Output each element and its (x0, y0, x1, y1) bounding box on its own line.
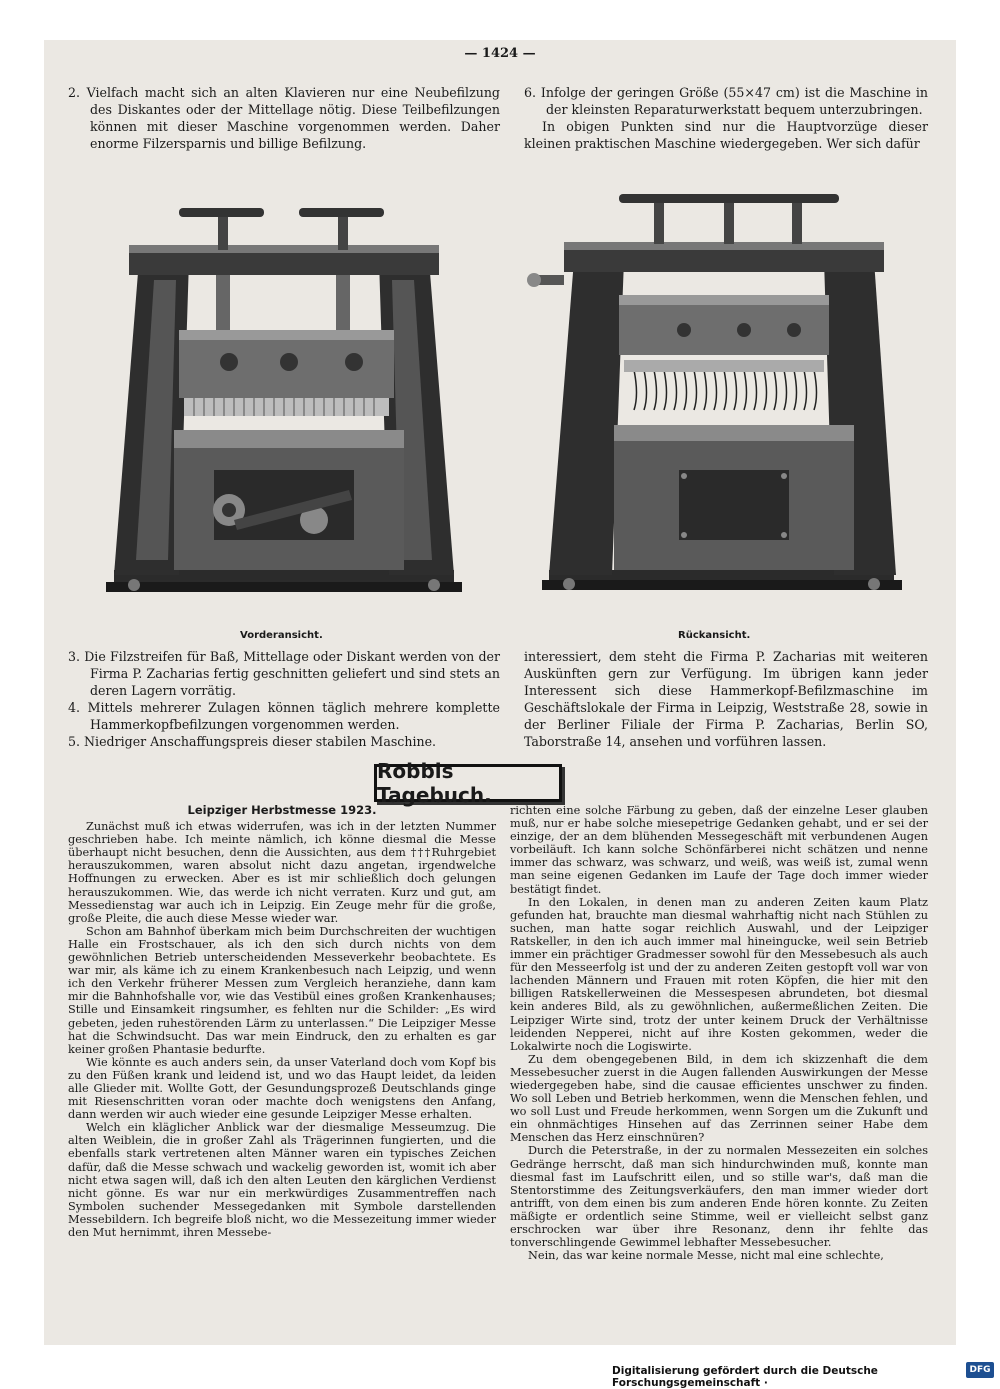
middle-left-column (68, 648, 500, 750)
article-paragraph: Schon am Bahnhof überkam mich beim Durchschreiten der wuchtigen Halle ein Frostschauer, als ich den sich durch nichts von dem gewöhnlichen Betrieb unterscheidenden Messeverkehr beobachtete. Es war mir, als käme ich zu einem Krankenbesuch nach Leipzig, und wenn ich den Verkehr früherer Messen zum Vergleich heranziehe, dann kam mir die Bahnhofshalle vor, wie das Vestibül eines großen Krankenhauses; Stille und Einsamkeit ringsumher, es fehlten nur die Schilder: „Es wird gebeten, jeden ruhestörenden Lärm zu unterlassen.“ Die Leipziger Messe hat die Schwindsucht. Das war mein Eindruck, den zu erhalten es gar keiner großen Phantasie bedurfte. (68, 924, 496, 1056)
article-paragraph: Durch die Peterstraße, in der zu normalen Messezeiten ein solches Gedränge herrscht, daß man sich hindurchwinden muß, konnte man diesmal fast im Laufschritt eilen, und so stille war's, daß man die Stentorstimme des Zeitungsverkäufers, den man immer wieder dort antrifft, von dem einen bis zum anderen Ende hören konnte. Zu Zeiten mäßigte er ordentlich seine Stimme, weil er vielleicht selbst ganz erschrocken war über ihre Resonanz, denn ihr fehlte das tonverschlingende Gewimmel lebhafter Messebesucher. (510, 1144, 928, 1250)
front-view-machine-illustration (84, 190, 484, 630)
digitization-credit: Digitalisierung gefördert durch die Deutsche Forschungsgemeinschaft · (612, 1365, 878, 1389)
article-paragraph: Wie könnte es auch anders sein, da unser Vaterland doch vom Kopf bis zu den Füßen krank und leidend ist, und wo das Haupt leidet, da leiden alle Glieder mit. Wollte Gott, der Gesundungsprozeß Deutschlands ginge mit Riesenschritten voran oder machte doch wenigstens den Anfang, dann werden wir auch wieder eine gesunde Leipziger Messe erhalten. (68, 1055, 496, 1122)
article-paragraph: Zunächst muß ich etwas widerrufen, was ich in der letzten Nummer geschrieben habe. Ich meinte nämlich, ich könne diesmal die Messe überhaupt nicht besuchen, denn die Aussichten, aus dem †††Ruhrgebiet herauszukommen, waren absolut nicht dazu angetan, irgendwelche Hoffnungen zu erwecken. Aber es ist mir schließlich doch gelungen herauszukommen. Wie, das werde ich nicht verraten. Kurz und gut, am Messedienstag war auch ich in Leipzig. Ein Zeuge mehr für die große, große Pleite, die auch diese Messe wieder war. (68, 820, 496, 925)
list-item-5: 5. Niedriger Anschaffungspreis dieser stabilen Maschine. (68, 734, 437, 749)
list-item-6: 6. Infolge der geringen Größe (55×47 cm) ist die Maschine in der kleinsten Reparaturwerkstatt bequem unterzubringen. (524, 85, 928, 117)
article-paragraph: richten eine solche Färbung zu geben, daß der einzelne Leser glauben muß, nur er habe solche miesepetrige Gedanken gehabt, und er sei der einzige, der an dem blühenden Messegeschäft mit verbundenen Augen vorbeiläuft. Ich kann solche Schönfärberei nicht schätzen und nenne immer das schwarz, was schwarz, und weiß, was weiß ist, zumal wenn man seine eigenen Gedanken im Laufe der Tage doch immer wieder bestätigt findet. (510, 804, 928, 896)
paragraph: In obigen Punkten sind nur die Hauptvorzüge dieser kleinen praktischen Maschine wiedergegeben. Wer sich dafür (524, 119, 928, 151)
dfg-logo: DFG (966, 1362, 994, 1378)
top-left-column (68, 84, 500, 152)
page-number: — 1424 — (464, 46, 536, 61)
rear-view-caption: Rückansicht. (678, 630, 751, 641)
article-paragraph: Nein, das war keine normale Messe, nicht mal eine schlechte, (528, 1249, 884, 1263)
scanned-page (44, 40, 956, 1345)
list-item-2: 2. Vielfach macht sich an alten Klavieren nur eine Neubefilzung des Diskantes oder der Mittellage nötig. Diese Teilbefilzungen können mit dieser Maschine vorgenommen werden. Daher enorme Filzersparnis und billige Befilzung. (68, 85, 500, 151)
paragraph: interessiert, dem steht die Firma P. Zacharias mit weiteren Auskünften gern zur Verfügung. Im übrigen kann jeder Interessent sich diese Hammerkopf-Befilzmaschine im Geschäftslokale der Firma in Leipzig, Weststraße 28, sowie in der Berliner Filiale der Firma P. Zacharias, Berlin SO, Taborstraße 14, ansehen und vorführen lassen. (524, 649, 928, 749)
article-title-box (374, 759, 562, 807)
top-right-column (524, 84, 928, 152)
article-paragraph: Zu dem obengegebenen Bild, in dem ich skizzenhaft die dem Messebesucher zuerst in die Augen fallenden Auswirkungen der Messe wiedergegeben habe, sind die causae efficientes unschwer zu finden. Wo soll Leben und Betrieb herkommen, wenn die Menschen fehlen, und wo soll Lust und Freude herkommen, wenn Sorgen um die Zukunft und ein ohnmächtiges Hinsehen auf das Zerrinnen seiner Habe dem Menschen das Herz einschnüren? (510, 1052, 928, 1145)
list-item-3: 3. Die Filzstreifen für Baß, Mittellage oder Diskant werden von der Firma P. Zacharias fertig geschnitten geliefert und sind stets an deren Lagern vorrätig. (68, 649, 500, 698)
article-right-column (510, 804, 928, 1262)
middle-right-column (524, 648, 928, 750)
list-item-4: 4. Mittels mehrerer Zulagen können täglich mehrere komplette Hammerkopfbefilzungen vorgenommen werden. (68, 700, 500, 732)
article-title: Robbis Tagebuch. (377, 759, 492, 807)
rear-view-machine-illustration (524, 180, 924, 630)
article-left-column (68, 804, 496, 1239)
front-view-caption: Vorderansicht. (240, 630, 323, 641)
article-paragraph: In den Lokalen, in denen man zu anderen Zeiten kaum Platz gefunden hat, brauchte man diesmal wahrhaftig nicht nach Stühlen zu suchen, man hatte sogar reichlich Auswahl, und der Leipziger Ratskeller, in den ich auch immer mal hineingucke, weil sein Betrieb immer ein prächtiger Gradmesser sowohl für den Messebesuch als auch für den Messeerfolg ist und der zu anderen Zeiten gestopft voll war von lachenden Männern und Frauen mit roten Köpfen, die hier mit den billigen Ratskellerweinen die Messespesen abrundeten, bot diesmal kein anderes Bild, als zu gewöhnlichen, außermeßlichen Zeiten. Die Leipziger Wirte sind, trotz der unter keinem Druck der Verhältnisse leidenden Nepperei, nicht auf ihre Kosten gekommen, weder die Lokalwirte noch die Logiswirte. (510, 895, 928, 1053)
article-paragraph: Welch ein kläglicher Anblick war der diesmalige Messeumzug. Die alten Weiblein, die in großer Zahl als Trägerinnen fungierten, und die ebenfalls stark vertretenen alten Männer waren ein typisches Zeichen dafür, daß die Messe schwach und wackelig geworden ist, womit ich aber nicht etwa sagen will, daß ich den alten Leuten den kärglichen Verdienst nicht gönne. Es war nur ein merkwürdiges Zusammentreffen nach Symbolen suchender Messegedanken mit Symbole darstellenden Messebildern. Ich begreife bloß nicht, wo die Messezeitung immer wieder den Mut hernimmt, ihren Messebe- (68, 1121, 496, 1239)
article-heading: Leipziger Herbstmesse 1923. (187, 803, 377, 817)
